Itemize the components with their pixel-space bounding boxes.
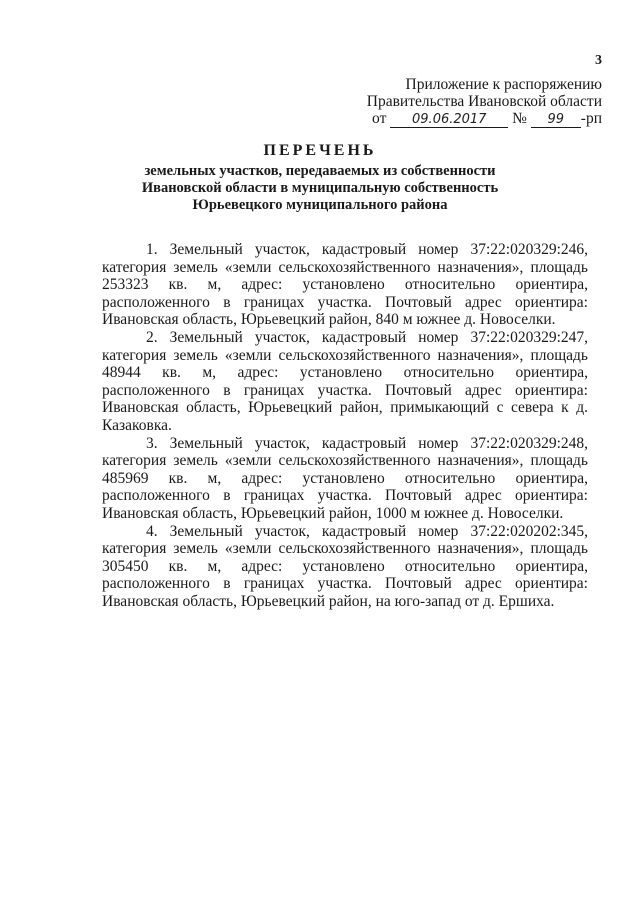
appendix-line-1: Приложение к распоряжению	[405, 76, 602, 93]
handwritten-number: 99	[531, 113, 581, 128]
subtitle-line-2: Ивановской области в муниципальную собственность	[141, 180, 499, 196]
subtitle-line-3: Юрьевецкого муниципального района	[192, 197, 448, 213]
handwritten-date: 09.06.2017	[390, 113, 508, 128]
list-item: 1. Земельный участок, кадастровый номер 37:22:020329:246, категория земель «земли сельскохозяйственного назначения», площадь 253323 кв. м, адрес: установлено относительно ориентира, расположенного в границах участка. Почтовый адрес ориентира: Ивановская область, Юрьевецкий район, 840 м южнее д. Новоселки.	[102, 241, 588, 329]
page-number: 3	[595, 53, 602, 68]
list-item: 4. Земельный участок, кадастровый номер 37:22:020202:345, категория земель «земли сельскохозяйственного назначения», площадь 305450 кв. м, адрес: установлено относительно ориентира, расположенного в границах участка. Почтовый адрес ориентира: Ивановская область, Юрьевецкий район, на юго-запад от д. Ершиха.	[102, 522, 588, 610]
appendix-from-label: от	[372, 110, 387, 127]
appendix-header	[302, 76, 602, 128]
subtitle-line-1: земельных участков, передаваемых из собственности	[144, 163, 496, 179]
list-item: 3. Земельный участок, кадастровый номер 37:22:020329:248, категория земель «земли сельскохозяйственного назначения», площадь 485969 кв. м, адрес: установлено относительно ориентира, расположенного в границах участка. Почтовый адрес ориентира: Ивановская область, Юрьевецкий район, 1000 м южнее д. Новоселки.	[102, 434, 588, 522]
land-plot-list	[102, 241, 588, 610]
document-title: ПЕРЕЧЕНЬ	[263, 142, 377, 159]
list-item: 2. Земельный участок, кадастровый номер 37:22:020329:247, категория земель «земли сельскохозяйственного назначения», площадь 48944 кв. м, адрес: установлено относительно ориентира, расположенного в границах участка. Почтовый адрес ориентира: Ивановская область, Юрьевецкий район, примыкающий с севера к д. Казаковка.	[102, 328, 588, 434]
document-subtitle	[0, 163, 640, 214]
number-suffix: -рп	[580, 110, 602, 127]
number-sign: №	[512, 110, 527, 127]
appendix-date-line	[302, 110, 602, 128]
appendix-line-2: Правительства Ивановской области	[366, 93, 602, 110]
